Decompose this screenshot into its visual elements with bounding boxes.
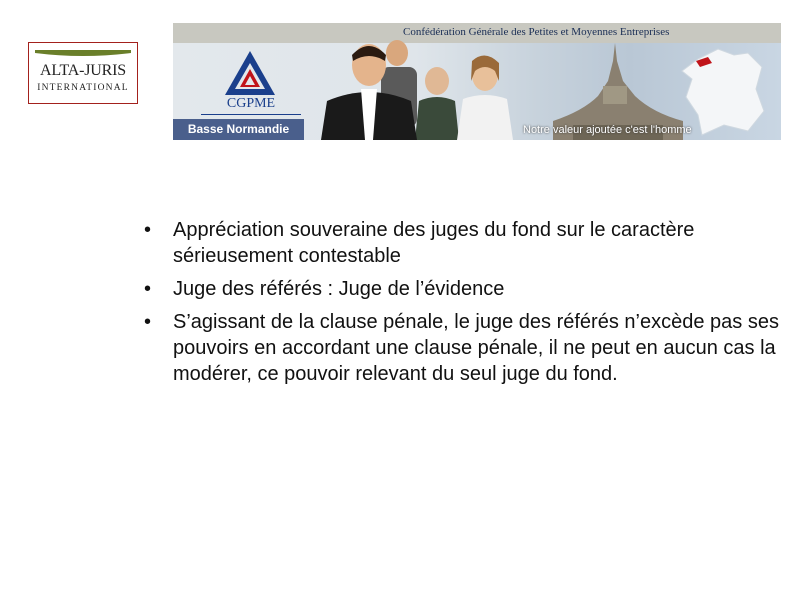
cgpme-acronym: CGPME [226, 96, 276, 111]
bullet-text: Juge des référés : Juge de l’évidence [173, 278, 505, 300]
bullet-item [140, 309, 780, 387]
bullet-text: S’agissant de la clause pénale, le juge des référés n’excède pas ses pouvoirs en accordant une clause pénale, il ne peut en aucun cas la modérer, ce pouvoir relevant du seul juge du fond. [173, 311, 779, 385]
bullet-icon: • [144, 219, 152, 241]
cgpme-banner [173, 23, 781, 140]
logo-swoosh [35, 50, 131, 57]
bullet-icon: • [144, 278, 152, 300]
bullet-item [140, 217, 780, 269]
banner-title: Confédération Générale des Petites et Moyennes Entreprises [403, 26, 670, 38]
logo-name: ALTA-JURIS [40, 62, 126, 79]
region-label: Basse Normandie [173, 119, 304, 140]
bullet-list [140, 217, 780, 387]
logo-subtitle: INTERNATIONAL [37, 83, 129, 93]
slide-content [140, 217, 780, 394]
alta-juris-logo [28, 42, 138, 104]
cgpme-divider [201, 114, 301, 115]
cgpme-triangle-icon [223, 49, 277, 99]
business-people-photo [309, 31, 521, 140]
bullet-item [140, 276, 780, 302]
bullet-icon: • [144, 311, 152, 333]
banner-slogan: Notre valeur ajoutée c'est l'homme [523, 124, 692, 136]
bullet-text: Appréciation souveraine des juges du fond sur le caractère sérieusement contestable [173, 219, 695, 267]
